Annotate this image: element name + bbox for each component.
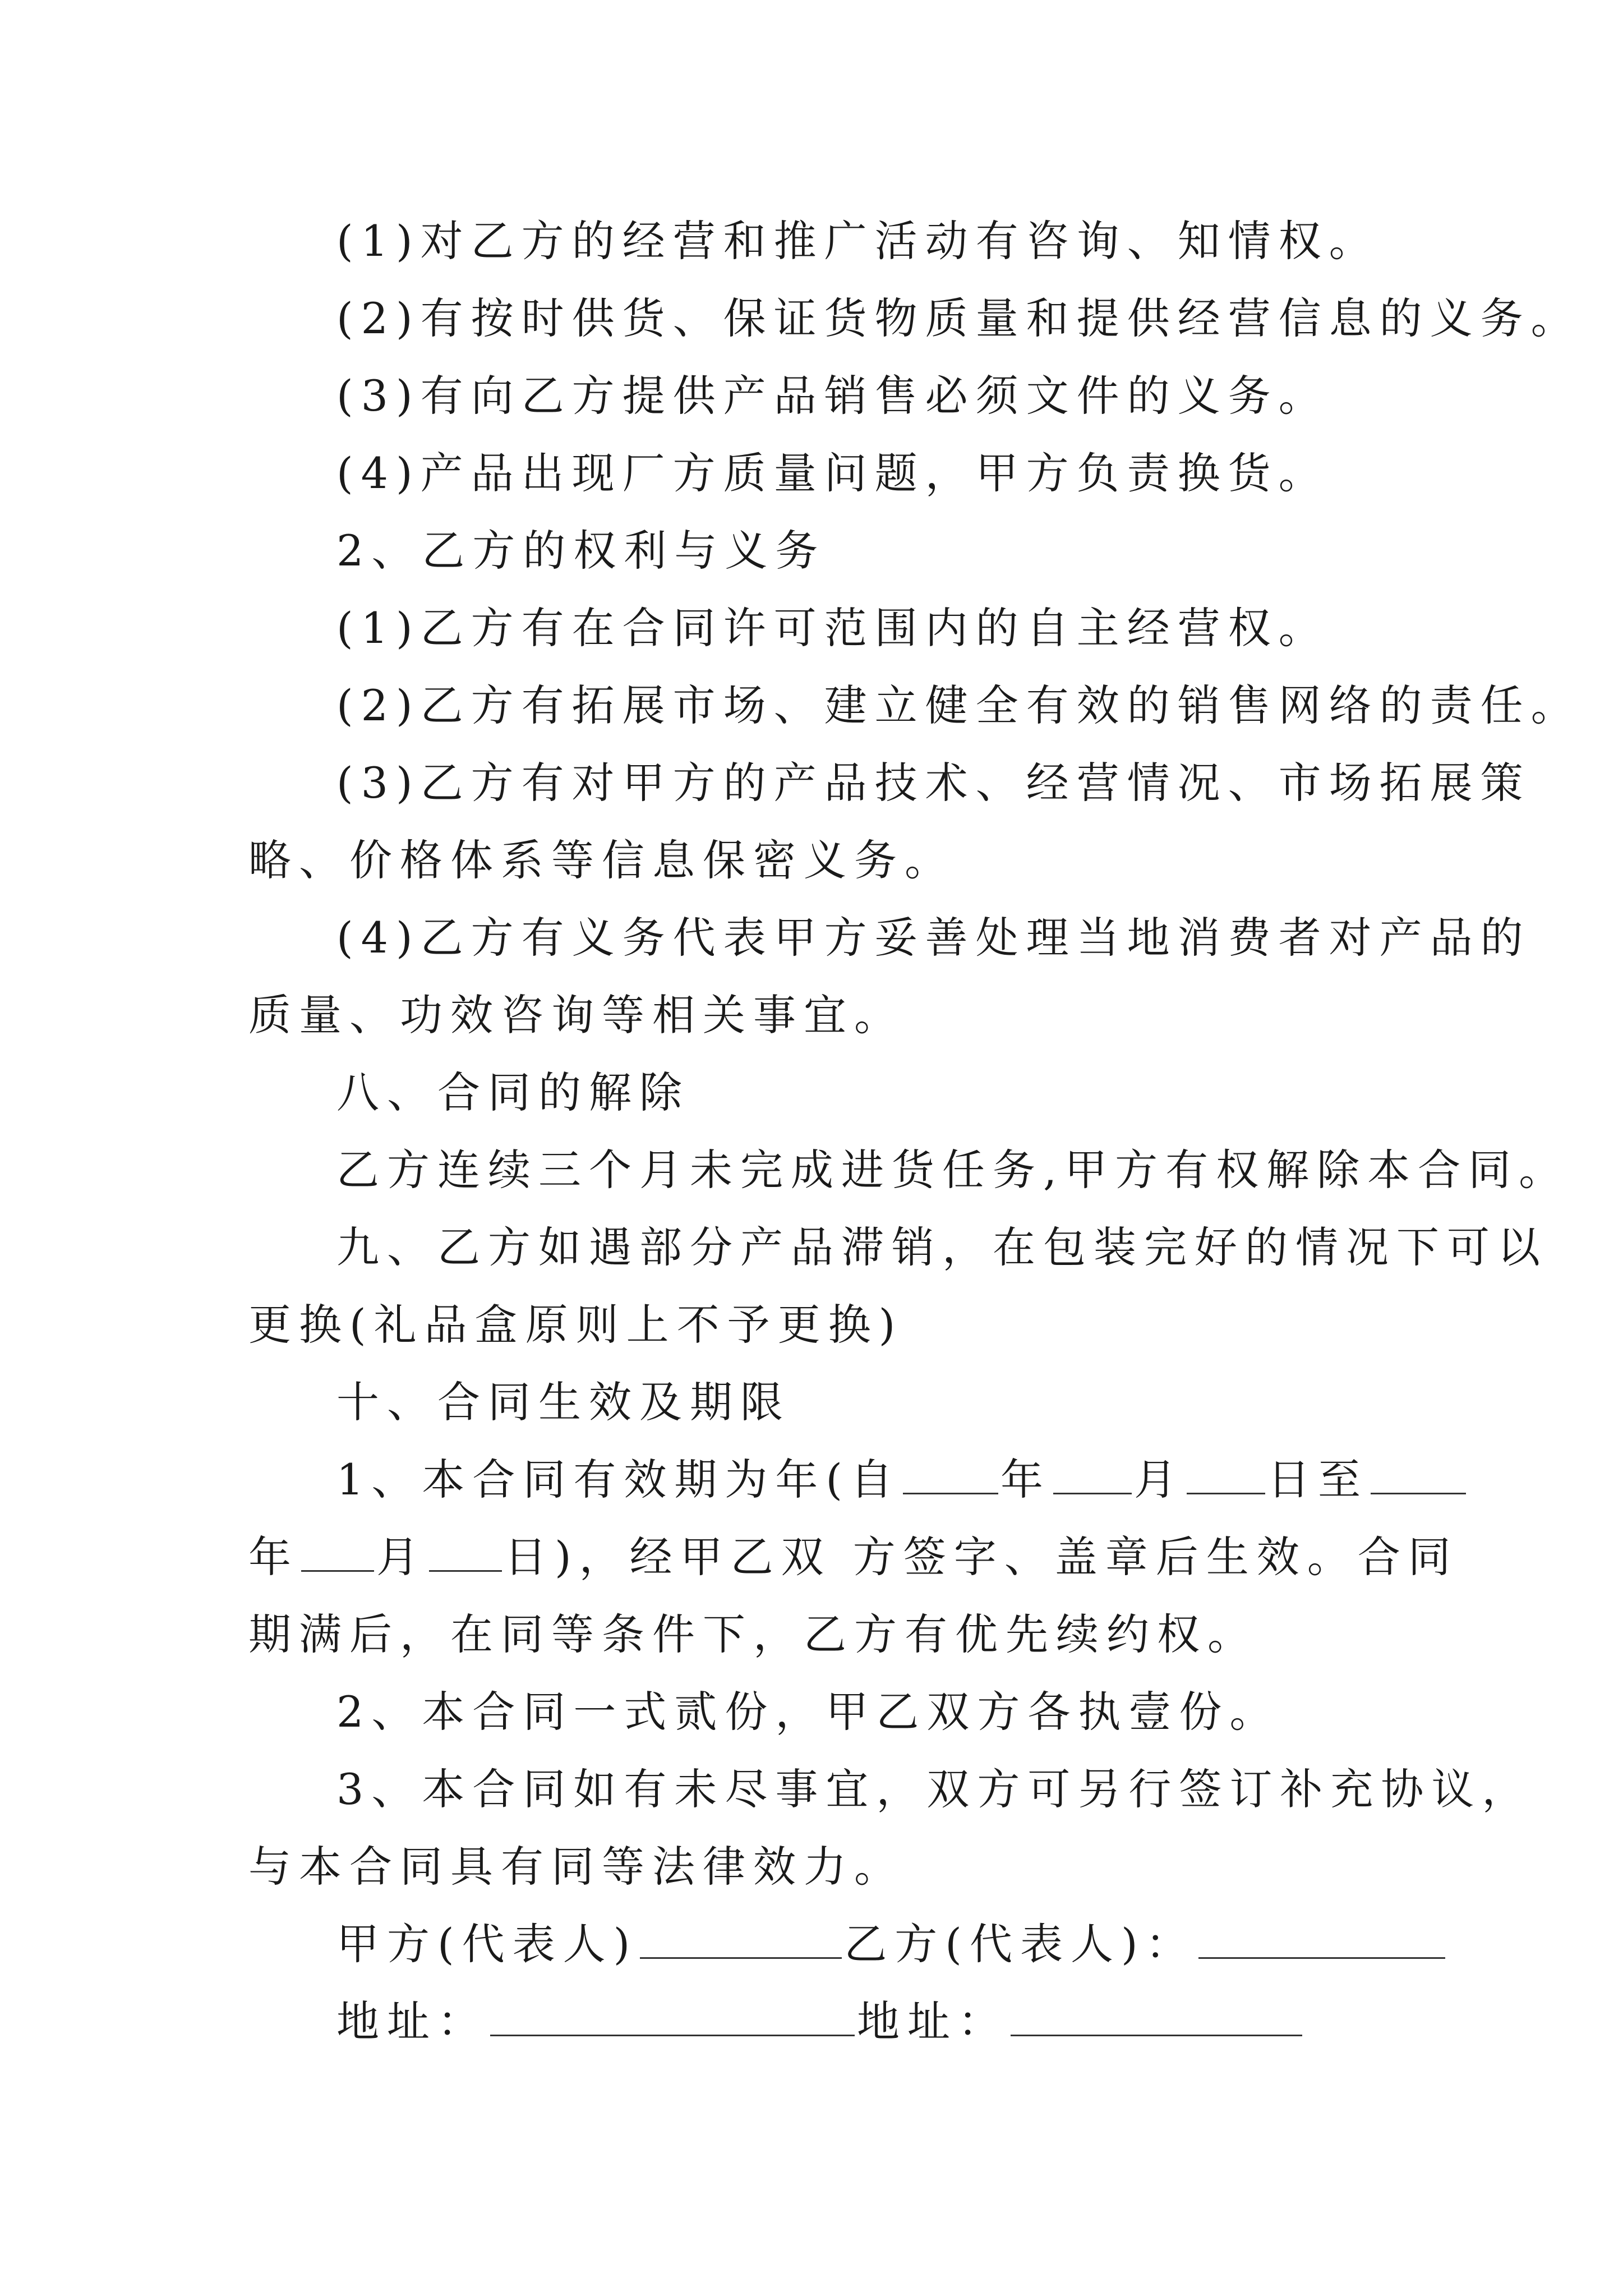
blank-field [1187,1458,1265,1494]
blank-field [1053,1458,1132,1494]
paragraph-line: 期满后，在同等条件下，乙方有优先续约权。 [248,1609,1258,1659]
paragraph-line: (3)乙方有对甲方的产品技术、经营情况、市场拓展策 [336,758,1531,808]
paragraph-line: 九、乙方如遇部分产品滞销，在包装完好的情况下可以 [336,1222,1548,1272]
address-line [336,1994,1304,2050]
paragraph-line: (2)有按时供货、保证货物质量和提供经营信息的义务。 [336,293,1581,343]
term-line-2 [248,1529,1459,1585]
blank-field [903,1458,998,1494]
term-text: 年 [1000,1455,1052,1504]
paragraph-line: (4)乙方有义务代表甲方妥善处理当地消费者对产品的 [336,913,1531,963]
party-b-label: 乙方(代表人)： [844,1919,1196,1969]
paragraph-line: (3)有向乙方提供产品销售必须文件的义务。 [336,371,1329,421]
blank-field [301,1535,374,1572]
term-text: 1、本合同有效期为年(自 [336,1455,901,1504]
section-heading: 2、乙方的权利与义务 [336,526,826,576]
blank-field [1371,1458,1466,1494]
term-text: 月 [1134,1455,1185,1504]
term-text: 日至 [1267,1455,1369,1504]
term-text: 年 [248,1532,299,1582]
paragraph-line: (2)乙方有拓展市场、建立健全有效的销售网络的责任。 [336,680,1581,730]
party-a-label: 甲方(代表人) [336,1919,638,1969]
paragraph-line: (1)对乙方的经营和推广活动有咨询、知情权。 [336,216,1380,266]
paragraph-line: 略、价格体系等信息保密义务。 [248,835,955,885]
paragraph-line: (4)产品出现厂方质量问题，甲方负责换货。 [336,448,1329,498]
paragraph-line: (1)乙方有在合同许可范围内的自主经营权。 [336,603,1329,653]
term-text: 日)，经甲乙双 方签字、盖章后生效。合同 [504,1532,1459,1582]
address-b-label: 地址： [857,1996,1008,2046]
term-text: 月 [376,1532,427,1582]
paragraph-line: 更换(礼品盒原则上不予更换) [248,1300,903,1350]
term-line-1 [336,1452,1468,1508]
section-heading: 八、合同的解除 [336,1068,690,1117]
address-a-blank [490,2000,855,2036]
section-heading: 十、合同生效及期限 [336,1377,791,1427]
paragraph-line: 3、本合同如有未尽事宜，双方可另行签订补充协议， [336,1764,1533,1814]
paragraph-line: 2、本合同一式贰份，甲乙双方各执壹份。 [336,1687,1280,1737]
address-b-blank [1011,2000,1302,2036]
blank-field [429,1535,502,1572]
paragraph-line: 与本合同具有同等法律效力。 [248,1842,905,1892]
address-a-label: 地址： [336,1996,488,2046]
party-a-blank [640,1922,842,1959]
paragraph-line: 乙方连续三个月未完成进货任务,甲方有权解除本合同。 [336,1145,1570,1195]
paragraph-line: 质量、功效咨询等相关事宜。 [248,990,905,1040]
party-b-blank [1198,1922,1445,1959]
signature-line [336,1916,1447,1972]
